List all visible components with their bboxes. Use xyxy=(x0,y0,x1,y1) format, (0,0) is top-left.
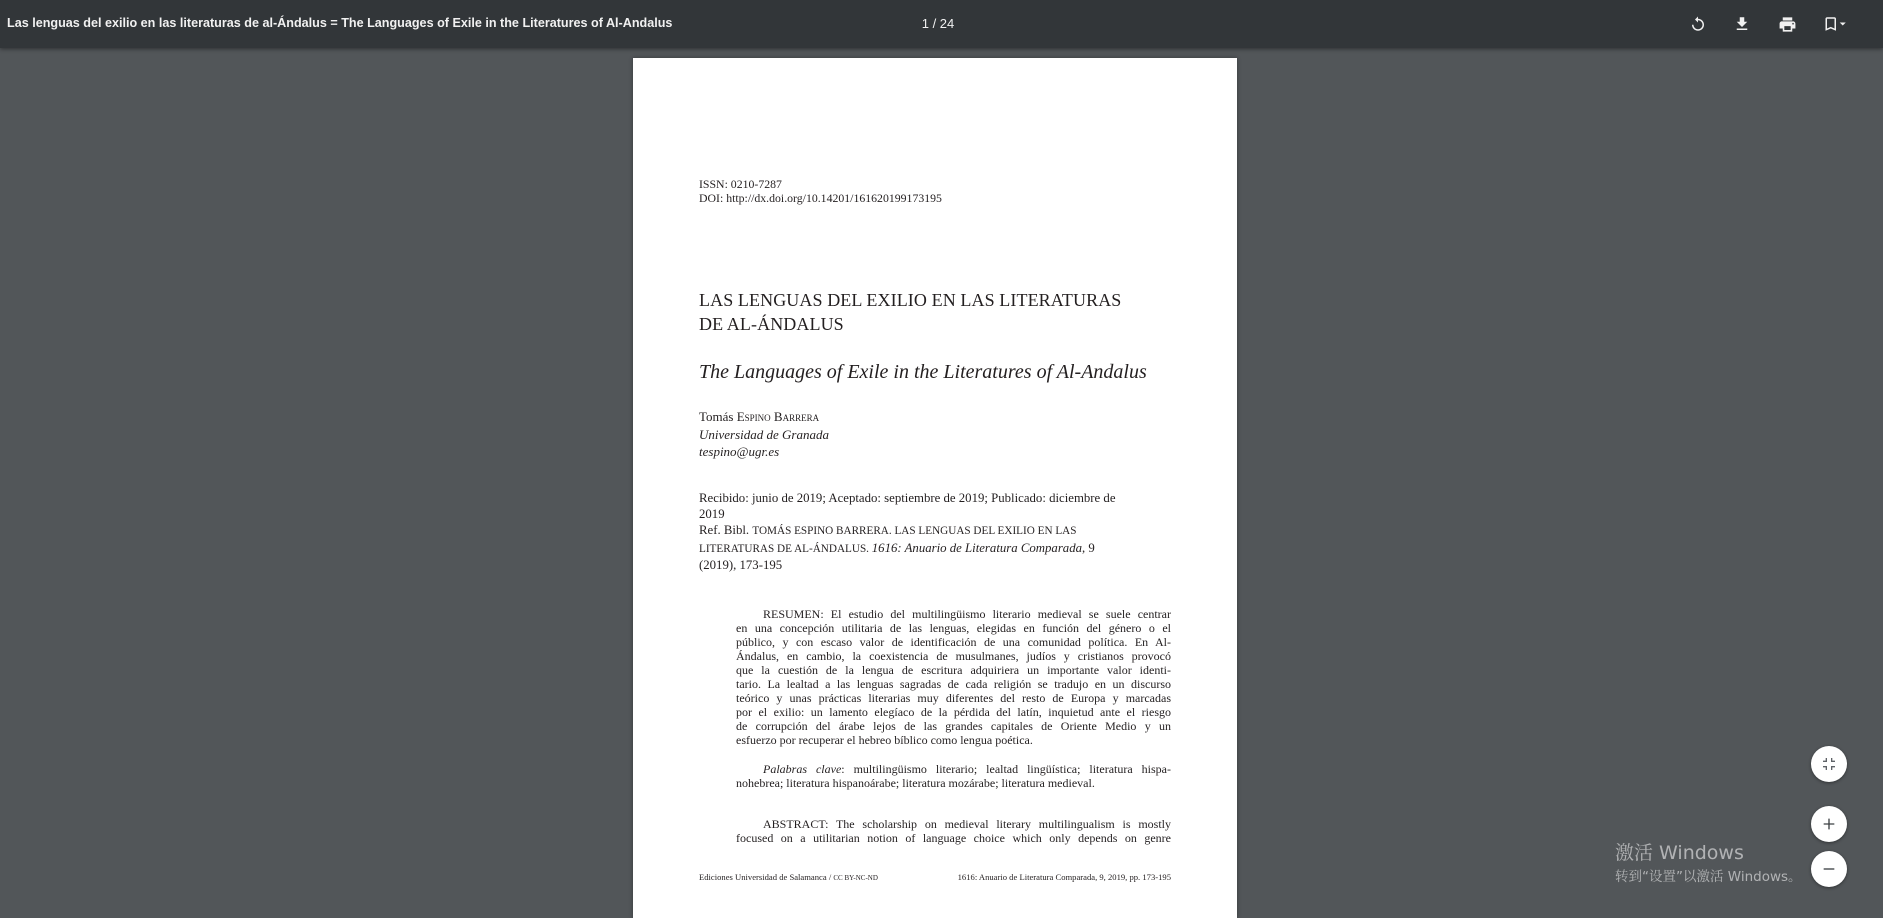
doi-line: DOI: http://dx.doi.org/10.14201/161620199173195 xyxy=(699,191,942,205)
abstract-paragraph xyxy=(736,817,1171,845)
rotate-icon xyxy=(1689,15,1707,33)
publication-info xyxy=(699,490,1171,573)
download-icon xyxy=(1733,15,1751,33)
title-line: LAS LENGUAS DEL EXILIO EN LAS LITERATURAS xyxy=(699,290,1122,310)
author-block xyxy=(699,408,1171,461)
resumen-line: por el exilio: un lamento elegíaco de la pérdida del latín, inquietud ante el riesgo xyxy=(736,705,1171,719)
page-counter[interactable]: 1 / 24 xyxy=(921,16,955,31)
reference-caps: LITERATURAS DE AL-ÁNDALUS. xyxy=(699,542,872,555)
print-button[interactable] xyxy=(1772,9,1802,39)
resumen-line: Ándalus, en cambio, la coexistencia de musulmanes, judíos y cristianos provocó xyxy=(736,649,1171,663)
resumen-line: público, y con escaso valor de identificación de una comunidad política. En Al- xyxy=(736,635,1171,649)
reference-line: (2019), 173-195 xyxy=(699,557,783,572)
activation-watermark-subtitle: 转到“设置”以激活 Windows。 xyxy=(1615,869,1802,885)
zoom-in-icon xyxy=(1821,816,1837,832)
zoom-out-icon xyxy=(1821,861,1837,877)
keywords-line xyxy=(736,762,1171,776)
footer-license: CC BY-NC-ND xyxy=(833,874,878,882)
zoom-out-button[interactable] xyxy=(1811,851,1847,887)
author-given-name: Tomás xyxy=(699,409,737,424)
resumen-line: tario. La lealtad a las lenguas sagradas de cada religión se tradujo en un discurso xyxy=(736,677,1171,691)
download-button[interactable] xyxy=(1727,9,1757,39)
title-line: DE AL-ÁNDALUS xyxy=(699,314,844,334)
footer-publisher xyxy=(699,871,878,884)
rotate-button[interactable] xyxy=(1683,9,1713,39)
author-affiliation: Universidad de Granada xyxy=(699,426,829,442)
article-subtitle: The Languages of Exile in the Literatures of Al-Andalus xyxy=(699,361,1147,383)
resumen-line: esfuerzo por recuperar el hebreo bíblico como lengua poética. xyxy=(736,733,1033,747)
pdf-page xyxy=(633,58,1237,918)
document-title: Las lenguas del exilio en las literaturas de al-Ándalus = The Languages of Exile in the Literatures of Al-Andalus xyxy=(7,16,673,30)
print-icon xyxy=(1778,15,1797,34)
issn-line: ISSN: 0210-7287 xyxy=(699,177,782,191)
bookmark-menu-button[interactable] xyxy=(1818,9,1854,39)
reference-caps: TOMÁS ESPINO BARRERA. LAS LENGUAS DEL EXILIO EN LAS xyxy=(752,525,1077,538)
resumen-line: que la cuestión de la lengua de escritura adquiriera un importante valor identi- xyxy=(736,663,1171,677)
fit-page-button[interactable] xyxy=(1811,746,1847,782)
fit-page-icon xyxy=(1821,756,1837,772)
activation-watermark-title: 激活 Windows xyxy=(1615,842,1744,864)
dates-line: Recibido: junio de 2019; Aceptado: septiembre de 2019; Publicado: diciembre de xyxy=(699,491,1116,505)
resumen-line: en una concepción utilitaria de las lenguas, elegidas en función del género o el xyxy=(736,621,1171,635)
reference-line xyxy=(699,522,1171,539)
keywords-label: Palabras clave xyxy=(763,762,842,776)
keywords-paragraph xyxy=(736,762,1171,790)
zoom-in-button[interactable] xyxy=(1811,806,1847,842)
resumen-line: RESUMEN: El estudio del multilingüismo literario medieval se suele centrar xyxy=(763,607,1171,621)
keywords-text: : multilingüismo literario; lealtad lingüística; literatura hispa- xyxy=(841,762,1171,776)
reference-journal: 1616: Anuario de Literatura Comparada xyxy=(871,540,1082,555)
reference-prefix: Ref. Bibl. xyxy=(699,523,753,538)
footer-citation: 1616: Anuario de Literatura Comparada, 9, 2019, pp. 173-195 xyxy=(957,872,1171,882)
identifiers xyxy=(699,177,1171,205)
resumen-line: de corrupción del árabe lejos de las grandes capitales de Oriente Medio y un xyxy=(736,719,1171,733)
dates-line: 2019 xyxy=(699,507,725,522)
resumen-paragraph xyxy=(736,607,1171,747)
pdf-toolbar xyxy=(0,0,1883,48)
resumen-line: teórico y unas prácticas literarias muy diferentes del resto de Europa y marcadas xyxy=(736,691,1171,705)
keywords-line: nohebrea; literatura hispanoárabe; literatura mozárabe; literatura medieval. xyxy=(736,776,1095,790)
reference-line xyxy=(699,540,1171,557)
abstract-line: ABSTRACT: The scholarship on medieval literary multilingualism is mostly xyxy=(763,817,1171,831)
abstract-line: focused on a utilitarian notion of language choice which only depends on genre xyxy=(736,831,1171,845)
author-email: tespino@ugr.es xyxy=(699,444,780,459)
author-name xyxy=(699,408,1171,426)
author-family-name: Espino Barrera xyxy=(736,409,820,424)
footer-publisher-name: Ediciones Universidad de Salamanca / xyxy=(699,872,834,882)
article-title xyxy=(699,288,1171,336)
reference-volume: , 9 xyxy=(1082,540,1095,555)
bookmark-icon xyxy=(1823,15,1849,33)
